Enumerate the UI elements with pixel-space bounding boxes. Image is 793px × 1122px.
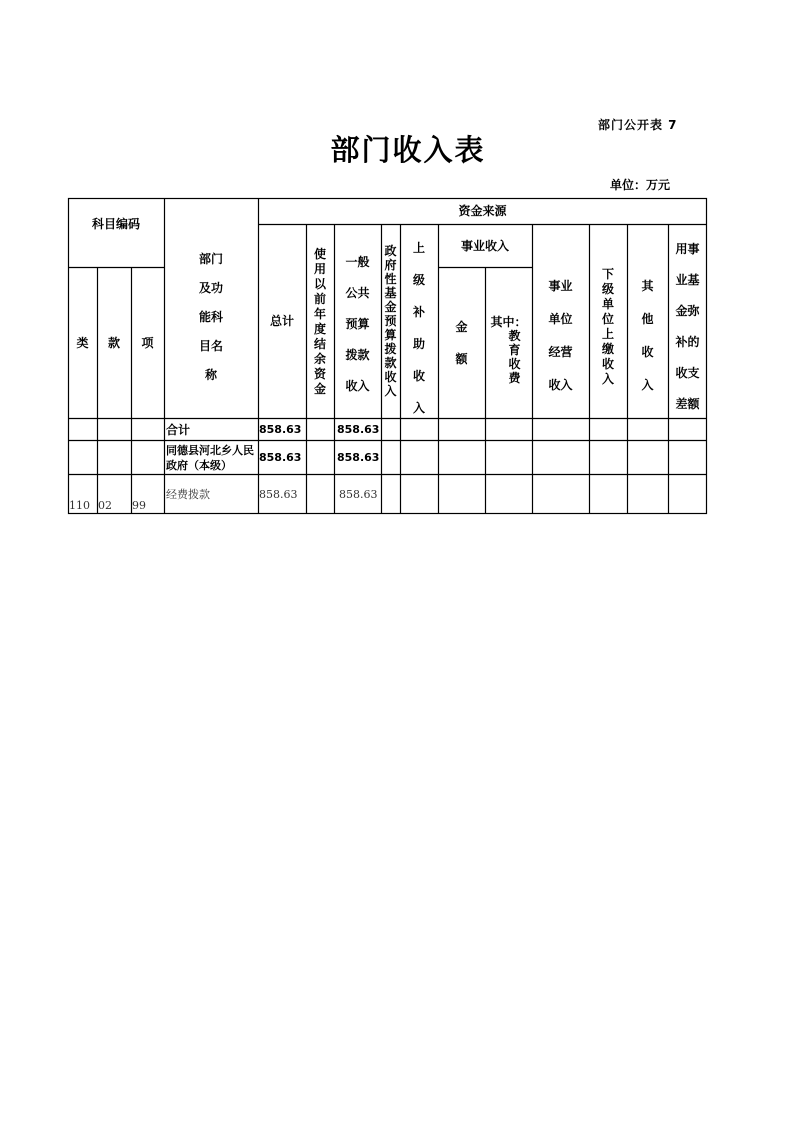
row-total-total: 858.63	[259, 423, 302, 436]
header-xiang: 项	[141, 335, 154, 350]
header-function-name: 部门 及功 能科 目名 称	[198, 252, 223, 382]
header-total: 总计	[269, 314, 294, 328]
row-total-general-budget: 858.63	[337, 423, 380, 436]
header-prev-year-balance: 使 用 以 前 年 度 结 余 资 金	[313, 246, 326, 396]
header-fund-balance: 用事 业基 金弥 补的 收支 差额	[675, 241, 700, 411]
header-funds-source: 资金来源	[458, 204, 507, 218]
header-kuan: 款	[107, 335, 120, 350]
row-detail-name: 经费拨款	[166, 487, 210, 501]
row-unit-name: 同德县河北乡人民政府（本级）	[166, 443, 254, 472]
header-other-income: 其 他 收 入	[641, 278, 654, 392]
header-amount: 金 额	[455, 319, 468, 366]
header-upper-subsidy: 上 级 补 助 收 入	[412, 241, 425, 415]
header-lower-units: 下 级 单 位 上 缴 收 入	[601, 266, 614, 386]
row-unit-total: 858.63	[259, 451, 302, 464]
header-unit-operation: 事业 单位 经营 收入	[548, 278, 573, 392]
page-title: 部门收入表	[330, 133, 486, 167]
form-number: 部门公开表 7	[598, 118, 678, 132]
row-detail-general-budget: 858.63	[339, 487, 378, 501]
header-career-income: 事业收入	[460, 238, 509, 253]
header-gov-fund: 政 府 性 基 金 预 算 拨 款 收 入	[384, 244, 397, 398]
row-total-name: 合计	[166, 422, 191, 437]
header-code-group: 科目编码	[91, 217, 140, 231]
header-edu-fee: 其中： 教 育 收 费	[490, 315, 527, 385]
row-detail-category: 110	[69, 498, 90, 512]
unit-label: 单位：万元	[610, 178, 671, 192]
header-category: 类	[76, 335, 89, 350]
row-detail-kuan: 02	[98, 498, 112, 512]
header-general-budget: 一般 公共 预算 拨款 收入	[345, 255, 370, 393]
row-detail-total: 858.63	[259, 487, 298, 501]
row-detail-xiang: 99	[132, 498, 146, 512]
row-unit-general-budget: 858.63	[337, 451, 380, 464]
